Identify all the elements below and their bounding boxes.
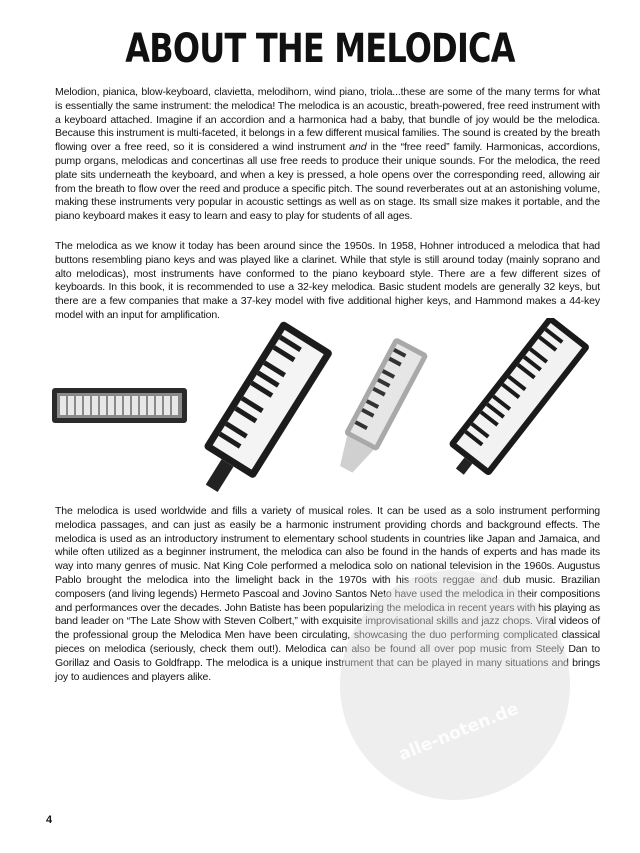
melodica-soprano-icon: [329, 337, 428, 478]
intro-text-b: in the “free reed” family. Harmonicas, accordions, pump organs, melodicas and concertinas all use free reeds to produce their unique sounds. For the melodica, the reed plate sits underneath the keyboard, and when a key is pressed, a hole opens over the corresponding reed, allowing air from the breath to flow over the reed and produce a specific pitch. The sound reverberates out at an astonishing volume, making these instruments very popular in acoustic settings as well as on stage. Its small size makes it portable, and the piano keyboard makes it easy to learn and easy to play for students of all ages.: [55, 141, 600, 223]
page-number: 4: [46, 814, 53, 826]
melodica-photos: [50, 318, 595, 493]
history-paragraph: The melodica as we know it today has been around since the 1950s. In 1958, Hohner introduced a melodica that had buttons resembling piano keys and was played like a clarinet. While that style is still around today (mainly soprano and alto melodicas), most instruments have conformed to the piano keyboard style. There are a few different sizes of keyboards. In this book, it is recommended to use a 32-key melodica. Basic student models are generally 32 keys, but there are a few companies that make a 37-key model with five additional higher keys, and Hammond makes a 44-key model with an input for amplification.: [55, 240, 600, 321]
melodica-44-key-icon: [439, 318, 590, 488]
watermark-seal: [340, 570, 570, 800]
intro-paragraph: [55, 86, 600, 224]
usage-paragraph: The melodica is used worldwide and fills a variety of musical roles. It can be used as a solo instrument performing melodica passages, and can just as easily be a harmonic instrument providing chords and background effects. The melodica is used as an introductory instrument to elementary school students in countries like Japan and Jamaica, and while often utilized as a beginner instrument, the melodica can also be found in the hands of experts and has made its way into many genres of music. Nat King Cole performed a melodica solo on national television in the 1960s. Augustus Pablo brought the melodica into the limelight back in the 1970s with his roots reggae and dub music. Brazilian composers (and living legends) Hermeto Pascoal and Jovino Santos Neto have used the melodica in their compositions and performances over the decades. John Batiste has been popularizing the melodica in recent years with his playing as band leader on “The Late Show with Steven Colbert,” with exquisite improvisational skills and jazz chops. Viral videos of the professional group the Melodica Men have been circulating, showcasing the duo performing complicated classical pieces on melodica (seriously, check them out!). Melodica can also be found all over pop music from Steely Dan to Gorillaz and Oasis to Goldfrapp. The melodica is a unique instrument that can be played in many situations and brings joy to audiences and players alike.: [55, 505, 600, 683]
intro-text-a: Melodion, pianica, blow-keyboard, clavietta, melodihorn, wind piano, triola...these are some of the many terms for what is essentially the same instrument: the melodica! The melodica is an acoustic, breath-powered, free reed instrument with a keyboard attached. Imagine if an accordion and a harmonica had a baby, that bundle of joy would be the melodica. Because this instrument is multi-faceted, it belongs in a few different musical families. The sound is created by the breath flowing over a free reed, so it is considered a wind instrument: [55, 86, 600, 154]
watermark-text: alle-noten.de: [395, 698, 522, 766]
intro-emphasis: and: [349, 141, 367, 154]
page-title: ABOUT THE MELODICA: [125, 26, 515, 72]
melodica-flat-icon: [52, 388, 187, 423]
melodica-diagonal-icon: [187, 320, 333, 493]
